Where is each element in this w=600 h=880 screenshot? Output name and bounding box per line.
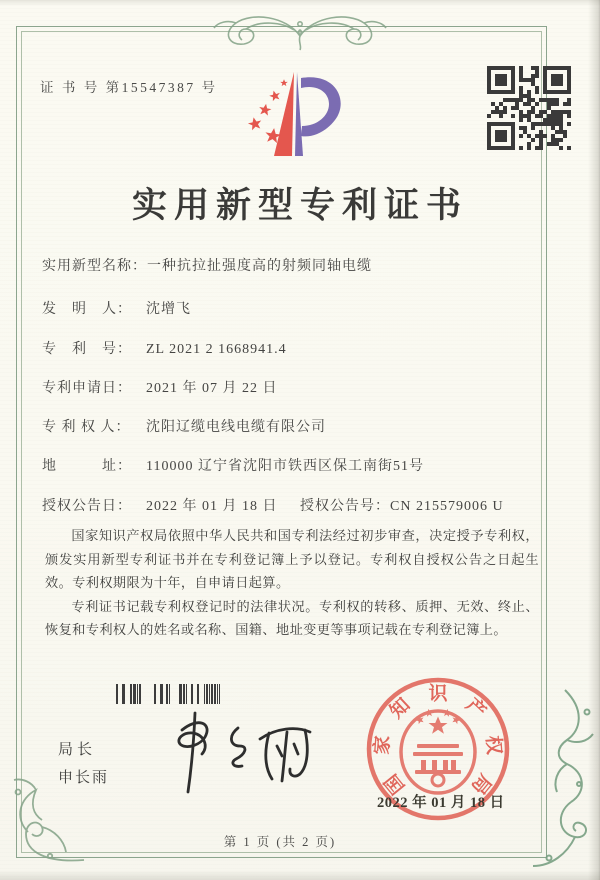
field-grant-date [42,495,278,515]
svg-text:产: 产 [461,694,490,723]
field-grant-number [300,495,504,515]
field-label: 地 址： [42,459,132,474]
field-inventor [42,298,191,318]
field-label: 授权公告日： [42,499,132,514]
field-value: 沈增飞 [146,302,191,317]
field-label: 专 利 号： [42,342,132,357]
svg-text:国: 国 [381,769,410,798]
field-label: 授权公告号： [300,499,390,514]
legal-paragraph-2: 专利证书记载专利权登记时的法律状况。专利权的转移、质押、无效、终止、恢复和专利权人的姓名或名称、国籍、地址变更等事项记载在专利登记簿上。 [45,598,539,637]
field-patentee [42,416,326,436]
barcode [116,684,220,704]
page-footer: 第 1 页 (共 2 页) [223,835,337,849]
svg-text:权: 权 [481,734,505,756]
field-label: 专利申请日： [42,381,132,396]
field-address [42,455,424,475]
field-label: 发 明 人： [42,302,132,317]
field-label: 实用新型名称： [42,259,147,274]
seal-date: 2022 年 01 月 18 日 [377,795,505,811]
national-emblem [401,708,475,793]
field-patent-number [42,338,287,358]
legal-text-block [45,524,539,642]
scan-shadow-right [588,0,600,880]
field-value: 沈阳辽缆电线电缆有限公司 [146,420,326,435]
field-value: ZL 2021 2 1668941.4 [146,342,287,357]
legal-paragraph-1: 国家知识产权局依照中华人民共和国专利法经过初步审查，决定授予专利权，颁发实用新型专利证书并在专利登记簿上予以登记。专利权自授权公告之日起生效。专利权期限为十年，自申请日起算。 [45,528,539,590]
commissioner-title: 局长 [58,742,97,758]
scan-shadow-bottom [0,870,600,880]
svg-text:局: 局 [466,769,495,798]
qr-code [487,66,571,150]
logo-spire [274,72,294,156]
svg-text:家: 家 [371,734,395,756]
signature-script [168,702,318,807]
svg-text:知: 知 [386,694,415,723]
field-filing-date [42,377,278,397]
field-label: 专 利 权 人： [42,420,131,435]
certificate-number: 证 书 号 第15547387 号 [40,80,218,95]
commissioner-name: 申长雨 [58,770,110,786]
scan-shadow-top [0,0,600,6]
svg-text:识: 识 [428,683,448,705]
field-value: 2022 年 01 月 18 日 [146,499,278,514]
field-value: 一种抗拉扯强度高的射频同轴电缆 [147,259,372,274]
field-value: 2021 年 07 月 22 日 [146,381,278,396]
certificate-title: 实用新型专利证书 [131,186,468,225]
field-value: 110000 辽宁省沈阳市铁西区保工南街51号 [146,459,424,474]
logo-p-shape [301,77,341,136]
cnipa-logo [245,66,350,162]
field-value: CN 215579006 U [390,499,504,514]
field-utility-model-name [42,255,372,275]
